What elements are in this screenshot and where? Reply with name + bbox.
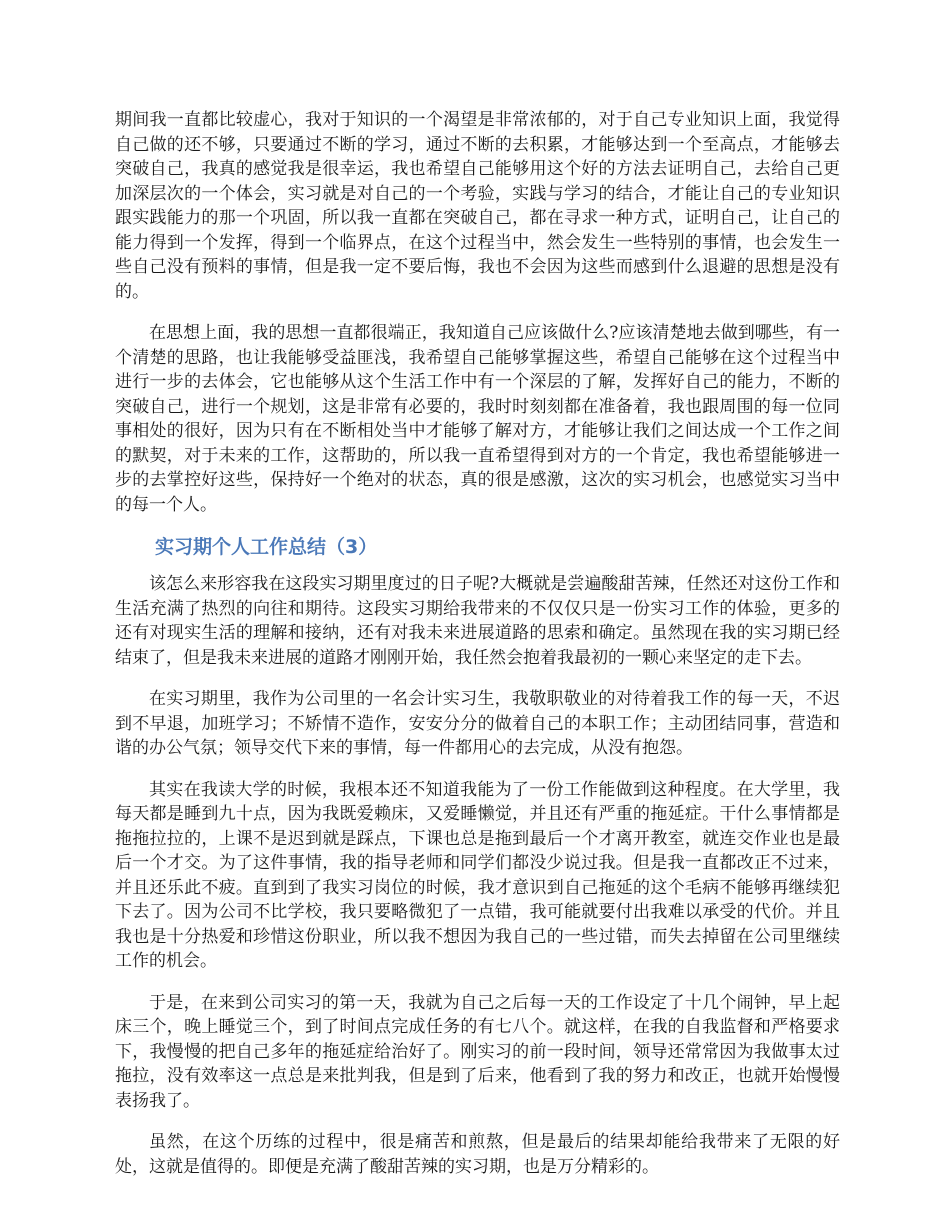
- paragraph: 期间我一直都比较虚心，我对于知识的一个渴望是非常浓郁的，对于自己专业知识上面，我觉得自己做的还不够，只要通过不断的学习，通过不断的去积累，才能够达到一个至高点，才能够去突破自己，我真的感觉我是很幸运，我也希望自己能够用这个好的方法去证明自己，去给自己更加深层次的一个体会，实习就是对自己的一个考验，实践与学习的结合，才能让自己的专业知识跟实践能力的那一个巩固，所以我一直都在突破自己，都在寻求一种方式，证明自己，让自己的能力得到一个发挥，得到一个临界点，在这个过程当中，然会发生一些特别的事情，也会发生一些自己没有预料的事情，但是我一定不要后悔，我也不会因为这些而感到什么退避的思想是没有的。: [115, 110, 840, 302]
- document-page: [115, 108, 840, 1196]
- section-heading: 实习期个人工作总结（3）: [155, 536, 378, 558]
- paragraph: 于是，在来到公司实习的第一天，我就为自己之后每一天的工作设定了十几个闹钟，早上起床三个，晚上睡觉三个，到了时间点完成任务的有七八个。就这样，在我的自我监督和严格要求下，我慢慢的把自己多年的拖延症给治好了。刚实习的前一段时间，领导还常常因为我做事太过拖拉，没有效率这一点总是来批判我，但是到了后来，他看到了我的努力和改正，也就开始慢慢表扬我了。: [115, 992, 840, 1111]
- paragraph: 在实习期里，我作为公司里的一名会计实习生，我敬职敬业的对待着我工作的每一天，不迟到不早退，加班学习；不矫情不造作，安安分分的做着自己的本职工作；主动团结同事，营造和谐的办公气氛；领导交代下来的事情，每一件都用心的去完成，从没有抱怨。: [115, 689, 840, 758]
- paragraph: 虽然，在这个历练的过程中，很是痛苦和煎熬，但是最后的结果却能给我带来了无限的好处，这就是值得的。即便是充满了酸甜苦辣的实习期，也是万分精彩的。: [115, 1132, 840, 1177]
- paragraph: 该怎么来形容我在这段实习期里度过的日子呢?大概就是尝遍酸甜苦辣，任然还对这份工作和生活充满了热烈的向往和期待。这段实习期给我带来的不仅仅只是一份实习工作的体验，更多的还有对现实生活的理解和接纳，还有对我未来进展道路的思索和确定。虽然现在我的实习期已经结束了，但是我未来进展的道路才刚刚开始，我任然会抱着我最初的一颗心来坚定的走下去。: [115, 574, 840, 668]
- paragraph: 在思想上面，我的思想一直都很端正，我知道自己应该做什么?应该清楚地去做到哪些，有一个清楚的思路，也让我能够受益匪浅，我希望自己能够掌握这些，希望自己能够在这个过程当中进行一步的去体会，它也能够从这个生活工作中有一个深层的了解，发挥好自己的能力，不断的突破自己，进行一个规划，这是非常有必要的，我时时刻刻都在准备着，我也跟周围的每一位同事相处的很好，因为只有在不断相处当中才能够了解对方，才能够让我们之间达成一个工作之间的默契，对于未来的工作，这帮助的，所以我一直希望得到对方的一个肯定，我也希望能够进一步的去掌控好这些，保持好一个绝对的状态，真的很是感激，这次的实习机会，也感觉实习当中的每一个人。: [115, 323, 840, 515]
- paragraph: 其实在我读大学的时候，我根本还不知道我能为了一份工作能做到这种程度。在大学里，我每天都是睡到九十点，因为我既爱赖床，又爱睡懒觉，并且还有严重的拖延症。干什么事情都是拖拖拉拉的，上课不是迟到就是踩点，下课也总是拖到最后一个才离开教室，就连交作业也是最后一个才交。为了这件事情，我的指导老师和同学们都没少说过我。但是我一直都改正不过来，并且还乐此不疲。直到到了我实习岗位的时候，我才意识到自己拖延的这个毛病不能够再继续犯下去了。因为公司不比学校，我只要略微犯了一点错，我可能就要付出我难以承受的代价。并且我也是十分热爱和珍惜这份职业，所以我不想因为我自己的一些过错，而失去掉留在公司里继续工作的机会。: [115, 779, 840, 971]
